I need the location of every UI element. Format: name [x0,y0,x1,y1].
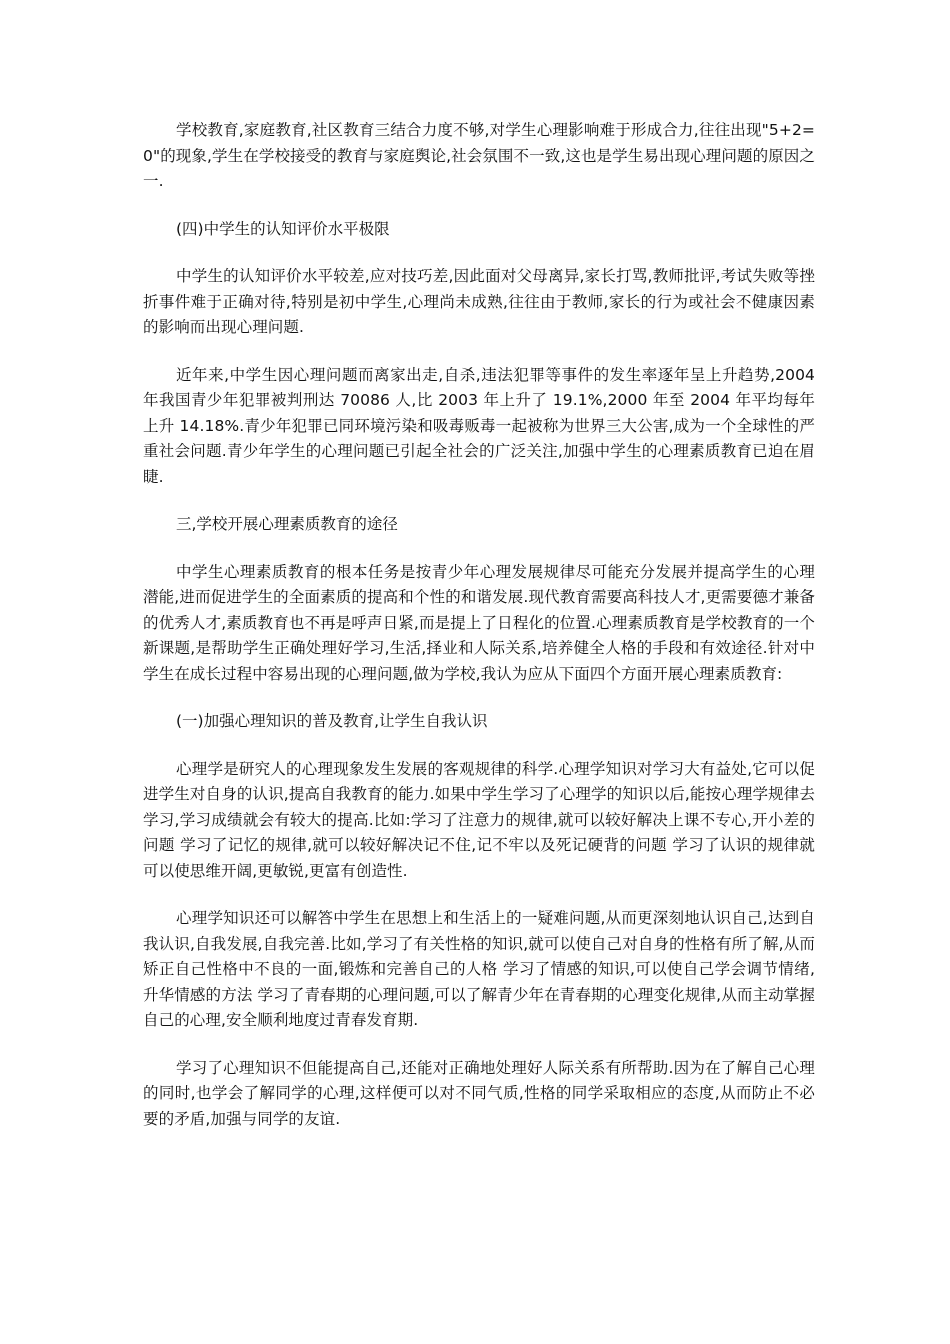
paragraph-cognitive-evaluation: 中学生的认知评价水平较差,应对技巧差,因此面对父母离异,家长打骂,教师批评,考试失败等挫折事件难于正确对待,特别是初中学生,心理尚未成熟,往往由于教师,家长的行为或社会不健康因素的影响而出现心理问题. [143,267,815,336]
paragraph-interpersonal-relations: 学习了心理知识不但能提高自己,还能对正确地处理好人际关系有所帮助.因为在了解自己心理的同时,也学会了解同学的心理,这样便可以对不同气质,性格的同学采取相应的态度,从而防止不必要的矛盾,加强与同学的友谊. [143,1058,815,1128]
paragraph-family-school-cooperation: 学校教育,家庭教育,社区教育三结合力度不够,对学生心理影响难于形成合力,往往出现"5+2=0"的现象,学生在学校接受的教育与家庭舆论,社会氛围不一致,这也是学生易出现心理问题的原因之一. [143,121,815,190]
document-body [143,118,815,1154]
section-heading-knowledge-popularization: (一)加强心理知识的普及教育,让学生自我认识 [176,712,488,730]
section-heading-approaches: 三,学校开展心理素质教育的途径 [176,515,398,533]
paragraph-self-understanding: 心理学知识还可以解答中学生在思想上和生活上的一疑难问题,从而更深刻地认识自己,达到自我认识,自我发展,自我完善.比如,学习了有关性格的知识,就可以使自己对自身的性格有所了解,从而矫正自己性格中不良的一面,锻炼和完善自己的人格 学习了情感的知识,可以使自己学会调节情绪,升华情感的方法 学习了青春期的心理问题,可以了解青少年在青春期的心理变化规律,从而主动掌握自己的心理,安全顺利地度过青春发育期. [143,909,815,1029]
paragraph-psychology-science: 心理学是研究人的心理现象发生发展的客观规律的科学.心理学知识对学习大有益处,它可以促进学生对自身的认识,提高自我教育的能力.如果中学生学习了心理学的知识以后,能按心理学规律去学习,学习成绩就会有较大的提高.比如:学习了注意力的规律,就可以较好解决上课不专心,开小差的问题 学习了记忆的规律,就可以较好解决记不住,记不牢以及死记硬背的问题 学习了认识的规律就可以使思维开阔,更敏锐,更富有创造性. [143,759,815,880]
section-heading-cognitive-limits: (四)中学生的认知评价水平极限 [176,219,390,238]
paragraph-fundamental-task: 中学生心理素质教育的根本任务是按青少年心理发展规律尽可能充分发展并提高学生的心理潜能,进而促进学生的全面素质的提高和个性的和谐发展.现代教育需要高科技人才,更需要德才兼备的优秀人才,素质教育也不再是呼声日紧,而是提上了日程化的位置.心理素质教育是学校教育的一个新课题,是帮助学生正确处理好学习,生活,择业和人际关系,培养健全人格的手段和有效途径.针对中学生在成长过程中容易出现的心理问题,做为学校,我认为应从下面四个方面开展心理素质教育: [143,562,815,683]
paragraph-youth-crime-statistics: 近年来,中学生因心理问题而离家出走,自杀,违法犯罪等事件的发生率逐年呈上升趋势,2004 年我国青少年犯罪被判刑达 70086 人,比 2003 年上升了 19.1%,2000 年至 2004 年平均每年上升 14.18%.青少年犯罪已同环境污染和吸毒贩毒一起被称为世界三大公害,成为一个全球性的严重社会问题.青少年学生的心理问题已引起全社会的广泛关注,加强中学生的心理素质教育已迫在眉睫. [143,365,815,486]
